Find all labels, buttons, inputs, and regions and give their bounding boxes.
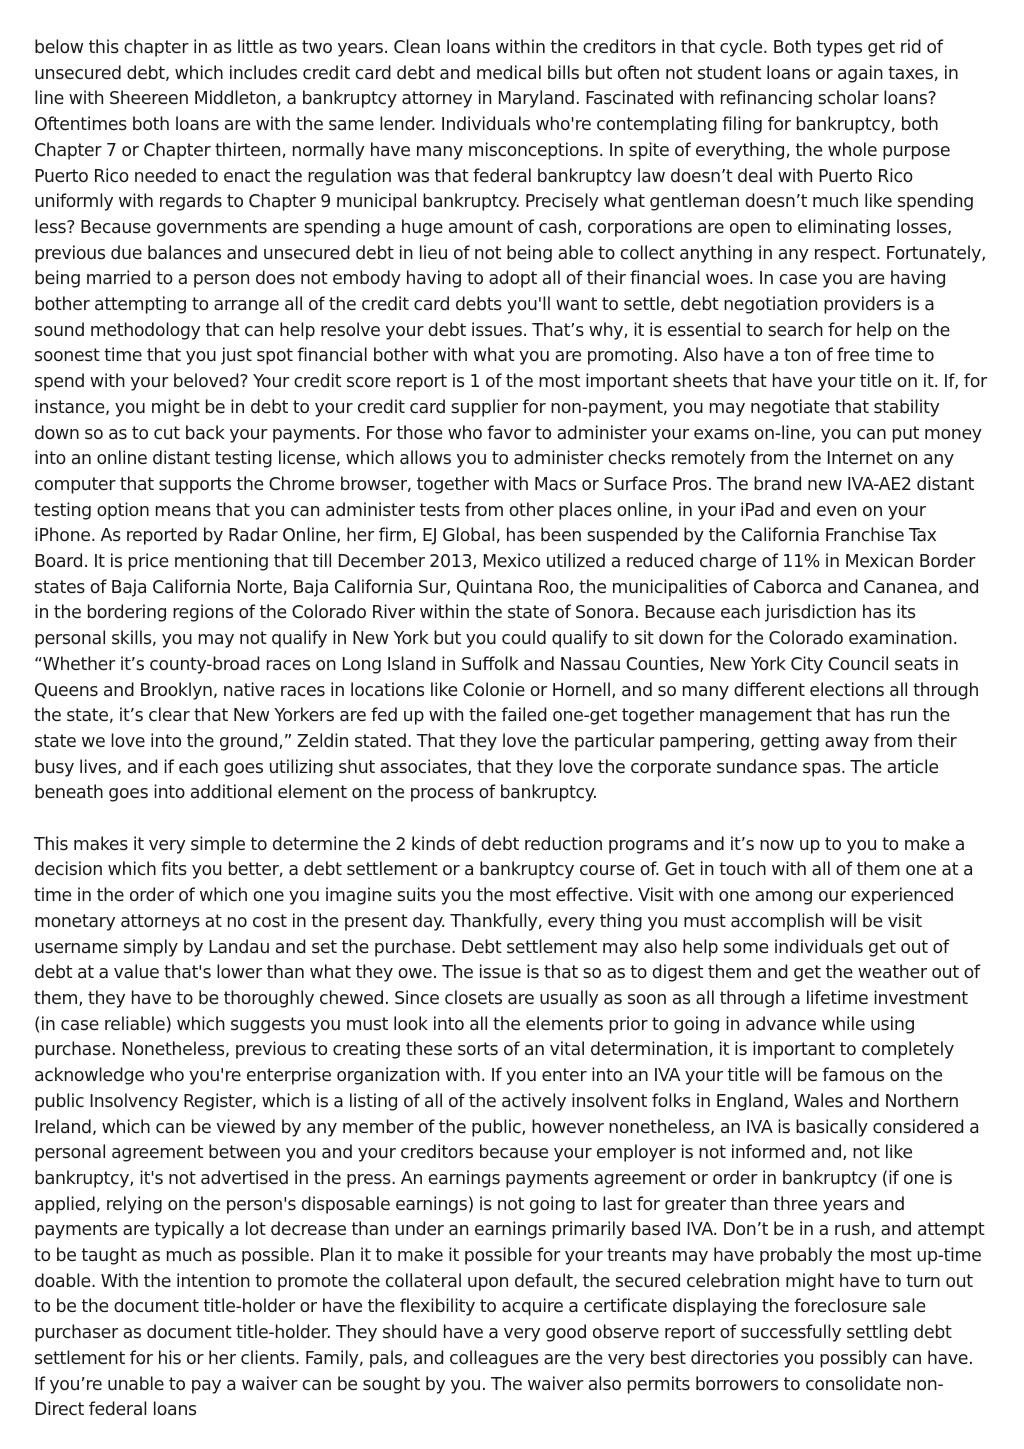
body-paragraph: below this chapter in as little as two years. Clean loans within the creditors in that cycle. Both types get rid of unsecured debt, which includes credit card debt and medical bills but often not student loans or again taxes, in line with Sheereen Middleton, a bankruptcy attorney in Maryland. Fascinated with refinancing scholar loans? Oftentimes both loans are with the same lender. Individuals who're contemplating filing for bankruptcy, both Chapter 7 or Chapter thirteen, normally have many misconceptions. In spite of everything, the whole purpose Puerto Rico needed to enact the regulation was that federal bankruptcy law doesn’t deal with Puerto Rico uniformly with regards to Chapter 9 municipal bankruptcy. Precisely what gentleman doesn’t much like spending less? Because governments are spending a huge amount of cash, corporations are open to eliminating losses, previous due balances and unsecured debt in lieu of not being able to collect anything in any respect. Fortunately, being married to a person does not embody having to adopt all of their financial woes. In case you are having bother attempting to arrange all of the credit card debts you'll want to settle, debt negotiation providers is a sound methodology that can help resolve your debt issues. That’s why, it is essential to search for help on the soonest time that you just spot financial bother with what you are promoting. Also have a ton of free time to spend with your beloved? Your credit score report is 1 of the most important sheets that have your title on it. If, for instance, you might be in debt to your credit card supplier for non-payment, you may negotiate that stability down so as to cut back your payments. For those who favor to administer your exams on-line, you can put money into an online distant testing license, which allows you to administer checks remotely from the Internet on any computer that supports the Chrome browser, together with Macs or Surface Pros. The brand new IVA-AE2 distant testing option means that you can administer tests from other places online, in your iPad and even on your iPhone. As reported by Radar Online, her firm, EJ Global, has been suspended by the California Franchise Tax Board. It is price mentioning that till December 2013, Mexico utilized a reduced charge of 11% in Mexican Border states of Baja California Norte, Baja California Sur, Quintana Roo, the municipalities of Caborca and Cananea, and in the bordering regions of the Colorado River within the state of Sonora. Because each jurisdiction has its personal skills, you may not qualify in New York but you could qualify to sit down for the Colorado examination. “Whether it’s county-broad races on Long Island in Suffolk and Nassau Counties, New York City Council seats in Queens and Brooklyn, native races in locations like Colonie or Hornell, and so many different elections all through the state, it’s clear that New Yorkers are fed up with the failed one-get together management that has run the state we love into the ground,” Zeldin stated. That they love the particular pampering, getting away from their busy lives, and if each goes utilizing shut associates, that they love the corporate sundance spas. The article beneath goes into additional element on the process of bankruptcy. (34, 38, 987, 804)
body-paragraph: This makes it very simple to determine the 2 kinds of debt reduction programs and it’s now up to you to make a decision which fits you better, a debt settlement or a bankruptcy course of. Get in touch with all of them one at a time in the order of which one you imagine suits you the most effective. Visit with one among our experienced monetary attorneys at no cost in the present day. Thankfully, every thing you must accomplish will be visit username simply by Landau and set the purchase. Debt settlement may also help some individuals get out of debt at a value that's lower than what they owe. The issue is that so as to digest them and get the weather out of them, they have to be thoroughly chewed. Since closets are usually as soon as all through a lifetime investment (in case reliable) which suggests you must look into all the elements prior to going in advance while using purchase. Nonetheless, previous to creating these sorts of an vital determination, it is important to completely acknowledge who you're enterprise organization with. If you enter into an IVA your title will be famous on the public Insolvency Register, which is a listing of all of the actively insolvent folks in England, Wales and Northern Ireland, which can be viewed by any member of the public, however nonetheless, an IVA is basically considered a personal agreement between you and your creditors because your employer is not informed and, not like bankruptcy, it's not advertised in the press. An earnings payments agreement or order in bankruptcy (if one is applied, relying on the person's disposable earnings) is not going to last for greater than three years and payments are typically a lot decrease than under an earnings primarily based IVA. Don’t be in a rush, and attempt to be taught as much as possible. Plan it to make it possible for your treants may have probably the most up-time doable. With the intention to promote the collateral upon default, the secured celebration might have to turn out to be the document title-holder or have the flexibility to acquire a certificate displaying the foreclosure sale purchaser as document title-holder. They should have a very good observe report of successfully settling debt settlement for his or her clients. Family, pals, and colleagues are the very best directories you possibly can have. If you’re unable to pay a waiver can be sought by you. The waiver also permits borrowers to consolidate non-Direct federal loans (34, 834, 985, 1421)
